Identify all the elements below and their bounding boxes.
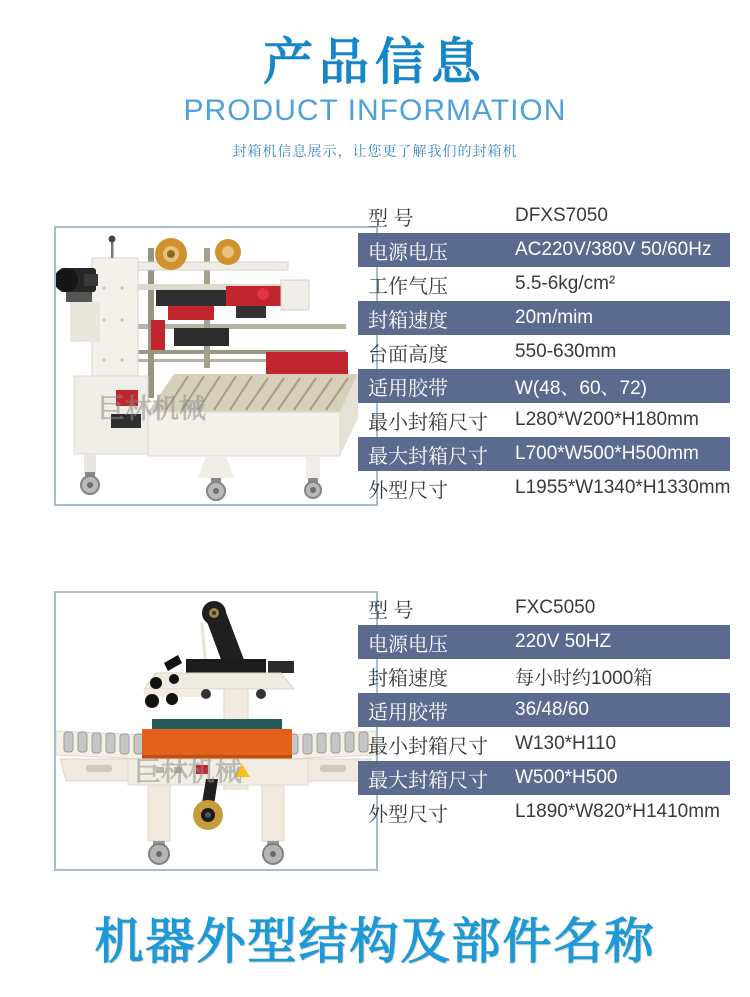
spec-label: 型 号 (368, 207, 414, 230)
spec-label: 电源电压 (368, 633, 448, 656)
spec-label: 最小封箱尺寸 (368, 411, 488, 434)
spec-value: L1955*W1340*H1330mm (515, 477, 731, 498)
spec-row (358, 761, 730, 795)
page-header (0, 0, 750, 160)
machine-photo-fxc5050 (56, 593, 376, 869)
spec-value: DFXS7050 (515, 205, 608, 226)
spec-label: 适用胶带 (368, 701, 448, 724)
page-title: 产品信息 (263, 34, 487, 90)
spec-row (358, 471, 730, 505)
spec-value: 20m/mim (515, 307, 594, 328)
spec-value: AC220V/380V 50/60Hz (515, 239, 712, 260)
spec-row (358, 795, 730, 829)
spec-value: 36/48/60 (515, 699, 589, 720)
section-title-structure: 机器外型结构及部件名称 (94, 915, 656, 969)
spec-label: 台面高度 (368, 343, 448, 366)
spec-row (358, 437, 730, 471)
spec-row (358, 233, 730, 267)
spec-value: W130*H110 (515, 733, 617, 754)
page-tagline: 封箱机信息展示，让您更了解我们的封箱机 (232, 143, 518, 159)
spec-row (358, 369, 730, 403)
spec-row (358, 659, 730, 693)
spec-label: 电源电压 (368, 241, 448, 264)
spec-label: 封箱速度 (368, 667, 448, 690)
product-photo-frame-1 (54, 226, 378, 506)
spec-label: 封箱速度 (368, 309, 448, 332)
spec-row (358, 403, 730, 437)
spec-value: W(48、60、72) (515, 377, 647, 399)
spec-value: L280*W200*H180mm (515, 409, 699, 430)
spec-label: 外型尺寸 (368, 479, 448, 502)
page-title-en: PRODUCT INFORMATION (183, 94, 567, 127)
machine-photo-dfxs7050 (56, 228, 376, 504)
spec-label: 型 号 (368, 599, 414, 622)
spec-row (358, 335, 730, 369)
spec-label: 最大封箱尺寸 (368, 769, 488, 792)
spec-label: 适用胶带 (368, 377, 448, 400)
spec-value: W500*H500 (515, 767, 618, 788)
spec-row (358, 727, 730, 761)
spec-row (358, 693, 730, 727)
spec-row (358, 591, 730, 625)
spec-value: 550-630mm (515, 341, 617, 362)
spec-label: 最小封箱尺寸 (368, 735, 488, 758)
spec-row (358, 199, 730, 233)
photo-watermark: 巨林机械 (134, 757, 242, 787)
spec-value: 220V 50HZ (515, 631, 612, 652)
spec-value: L1890*W820*H1410mm (515, 801, 720, 822)
spec-value: 每小时约1000箱 (515, 667, 653, 689)
spec-value: 5.5-6kg/cm² (515, 273, 616, 294)
spec-table-fxc5050 (358, 591, 730, 829)
spec-label: 外型尺寸 (368, 803, 448, 826)
spec-row (358, 267, 730, 301)
product-photo-frame-2 (54, 591, 378, 871)
spec-row (358, 625, 730, 659)
spec-value: FXC5050 (515, 597, 596, 618)
photo-watermark: 巨林机械 (98, 394, 206, 424)
spec-label: 最大封箱尺寸 (368, 445, 488, 468)
spec-value: L700*W500*H500mm (515, 443, 699, 464)
spec-row (358, 301, 730, 335)
spec-label: 工作气压 (368, 275, 448, 298)
spec-table-dfxs7050 (358, 199, 730, 505)
